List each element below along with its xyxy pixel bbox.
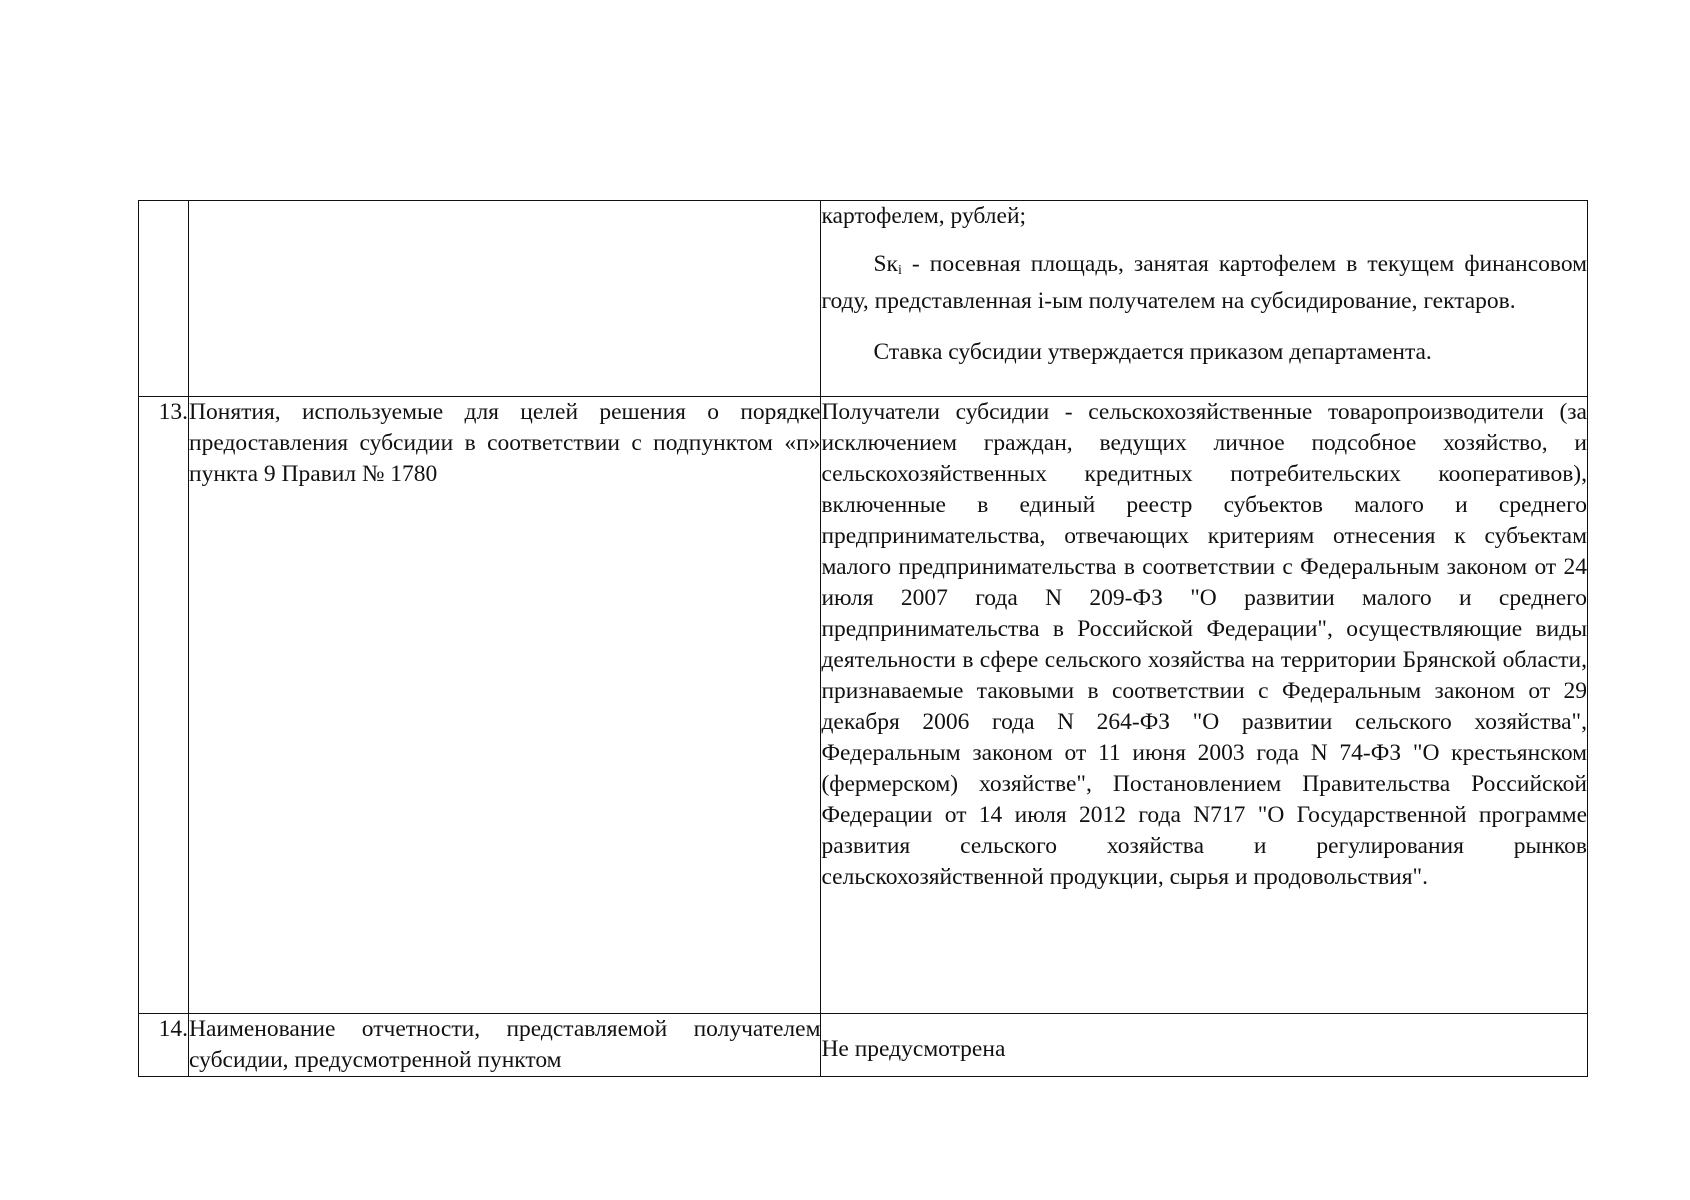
row-value	[821, 1014, 1588, 1077]
formula-symbol: Sк	[873, 251, 898, 277]
row-label: Понятия, используемые для целей решения о порядке предоставления субсидии в соответствии с подпунктом «п» пункта 9 Правил № 1780	[189, 397, 821, 1014]
document-table	[138, 200, 1588, 1077]
formula-description: - посевная площадь, занятая картофелем в текущем финансовом году, представленная i-ым получателем на субсидирование, гектаров.	[821, 251, 1587, 314]
table-row	[139, 397, 1588, 1014]
row-label: Наименование отчетности, представляемой получателем субсидии, предусмотренной пунктом	[189, 1014, 821, 1077]
row-value	[821, 201, 1588, 397]
table-row	[139, 1014, 1588, 1077]
paragraph-not-provided: Не предусмотрена	[821, 1036, 1006, 1062]
paragraph-potato-rubles: картофелем, рублей;	[821, 203, 1027, 229]
row-number: 14.	[139, 1014, 189, 1077]
paragraph-recipients-definition: Получатели субсидии - сельскохозяйственные товаропроизводители (за исключением граждан, ведущих личное подсобное хозяйство, и сельскохозяйственных кредитных потребительских кооперативов), включенные в единый реестр субъектов малого и среднего предпринимательства, отвечающих критериям отнесения к субъектам малого предпринимательства в соответствии с Федеральным законом от 24 июля 2007 года N 209-ФЗ "О развитии малого и среднего предпринимательства в Российской Федерации", осуществляющие виды деятельности в сфере сельского хозяйства на территории Брянской области, признаваемые таковыми в соответствии с Федеральным законом от 29 декабря 2006 года N 264-ФЗ "О развитии сельского хозяйства", Федеральным законом от 11 июня 2003 года N 74-ФЗ "О крестьянском (фермерском) хозяйстве", Постановлением Правительства Российской Федерации от 14 июля 2012 года N717 "О Государственной программе развития сельского хозяйства и регулирования рынков сельскохозяйственной продукции, сырья и продовольствия".	[821, 399, 1587, 890]
row-value	[821, 397, 1588, 1014]
row-label	[189, 201, 821, 397]
row-number: 13.	[139, 397, 189, 1014]
row-number	[139, 201, 189, 397]
paragraph-sown-area	[821, 249, 1587, 317]
paragraph-subsidy-rate: Ставка субсидии утверждается приказом департамента.	[873, 339, 1432, 365]
table-row	[139, 201, 1588, 397]
formula-subscript: i	[897, 263, 902, 278]
